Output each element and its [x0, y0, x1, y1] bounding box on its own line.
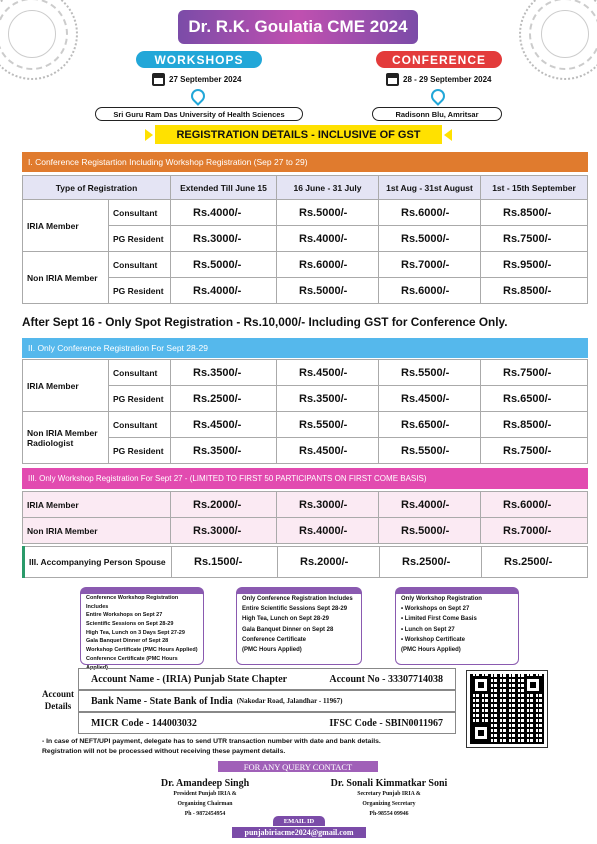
- price: Rs.7000/-: [481, 518, 588, 544]
- price: Rs.4000/-: [379, 492, 481, 518]
- query-contact-label: FOR ANY QUERY CONTACT: [218, 761, 378, 772]
- workshop-date: [152, 73, 242, 86]
- contact-role: President Punjab IRIA &: [173, 791, 237, 797]
- workshop-date-text: 27 September 2024: [169, 75, 242, 84]
- email-label: EMAIL ID: [273, 816, 325, 826]
- page-title: Dr. R.K. Goulatia CME 2024: [178, 10, 418, 44]
- contact-role: Organizing Secretary: [362, 800, 416, 807]
- accompanying-table: [22, 546, 588, 578]
- account-number: Account No - 33307714038: [329, 673, 443, 685]
- account-name: Account Name - (IRIA) Punjab State Chapter: [91, 673, 288, 685]
- box-line: • Limited First Come Basis: [401, 616, 477, 623]
- price: Rs.9500/-: [481, 252, 588, 278]
- row-category: Non IRIA Member Radiologist: [23, 412, 109, 464]
- conference-venue: Radisonn Blu, Amritsar: [372, 107, 502, 121]
- price: Rs.3000/-: [171, 518, 277, 544]
- price: Rs.3500/-: [171, 438, 277, 464]
- ifsc-code: IFSC Code - SBIN0011967: [329, 717, 443, 729]
- row-sub: Consultant: [109, 360, 171, 386]
- price: Rs.3000/-: [277, 492, 379, 518]
- price: Rs.5500/-: [277, 412, 379, 438]
- box-line: (PMC Hours Applied): [401, 646, 461, 653]
- account-row-bank: [78, 690, 456, 712]
- section1-title: I. Conference Registartion Including Workshop Registration (Sep 27 to 29): [22, 152, 588, 172]
- price: Rs.6000/-: [481, 492, 588, 518]
- micr-code: MICR Code - 144003032: [91, 717, 197, 729]
- price: Rs.4000/-: [277, 518, 379, 544]
- contact-secretary: [304, 778, 474, 820]
- location-pin-icon: [188, 86, 208, 106]
- price: Rs.4000/-: [171, 278, 277, 304]
- box-line: Only Workshop Registration: [401, 596, 482, 602]
- row-sub: Consultant: [109, 200, 171, 226]
- price: Rs.8500/-: [481, 412, 588, 438]
- box-line: Conference Certificate: [242, 636, 307, 643]
- price: Rs.2500/-: [171, 386, 277, 412]
- contact-role: Organizing Chairman: [177, 800, 233, 807]
- price: Rs.7000/-: [379, 252, 481, 278]
- bank-name: Bank Name - State Bank of India: [91, 695, 233, 707]
- includes-box-conference-workshop: [80, 589, 204, 671]
- account-row-codes: [78, 712, 456, 734]
- price: Rs.5500/-: [379, 360, 481, 386]
- includes-box-workshop: [395, 589, 519, 665]
- calendar-icon: [152, 73, 165, 86]
- includes-box-conference: [236, 589, 362, 665]
- price: Rs.7500/-: [481, 438, 588, 464]
- price: Rs.1500/-: [172, 547, 278, 578]
- header-col2: 16 June - 31 July: [277, 176, 379, 200]
- section3-title: III. Only Workshop Registration For Sept 27 - (LIMITED TO FIRST 50 PARTICIPANTS ON FIRST COME BASIS): [22, 468, 588, 489]
- contact-phone: Ph-98554 09946: [369, 810, 409, 817]
- mandala-decoration-left: [0, 0, 78, 80]
- row-sub: PG Resident: [109, 386, 171, 412]
- payment-qr-code: [467, 671, 547, 747]
- price: Rs.3500/-: [277, 386, 379, 412]
- workshops-badge: WORKSHOPS: [136, 51, 262, 68]
- mandala-decoration-right: [519, 0, 597, 80]
- price: Rs.4500/-: [171, 412, 277, 438]
- contact-name: Dr. Sonali Kimmatkar Soni: [330, 778, 448, 789]
- box-tab: [236, 587, 362, 594]
- conference-date: [386, 73, 492, 86]
- box-line: • Workshops on Sept 27: [401, 606, 470, 613]
- row-category: IRIA Member: [23, 200, 109, 252]
- box-line: Gala Banquet Dinner of Sept 28: [86, 638, 169, 645]
- header-col4: 1st - 15th September: [481, 176, 588, 200]
- section3-table: [22, 491, 588, 544]
- price: Rs.7500/-: [481, 226, 588, 252]
- row-category: Non IRIA Member: [23, 252, 109, 304]
- box-line: • Lunch on Sept 27: [401, 626, 455, 633]
- header-col3: 1st Aug - 31st August: [379, 176, 481, 200]
- email-address[interactable]: punjabiriacme2024@gmail.com: [232, 827, 366, 838]
- row-category: IRIA Member: [23, 492, 171, 518]
- row-sub: PG Resident: [109, 438, 171, 464]
- header-type: Type of Registration: [23, 176, 171, 200]
- price: Rs.2500/-: [380, 547, 482, 578]
- price: Rs.3000/-: [171, 226, 277, 252]
- box-line: Conference Workshop Registration Includes: [86, 595, 179, 610]
- conference-date-text: 28 - 29 September 2024: [403, 75, 492, 84]
- box-tab: [395, 587, 519, 594]
- price: Rs.6500/-: [379, 412, 481, 438]
- price: Rs.5000/-: [379, 518, 481, 544]
- account-row-name: [78, 668, 456, 690]
- price: Rs.6500/-: [481, 386, 588, 412]
- price: Rs.4000/-: [171, 200, 277, 226]
- location-pin-icon: [428, 86, 448, 106]
- accompanying-label: III. Accompanying Person Spouse: [24, 547, 172, 578]
- price: Rs.8500/-: [481, 278, 588, 304]
- contact-chairman: [140, 778, 270, 820]
- price: Rs.7500/-: [481, 360, 588, 386]
- calendar-icon: [386, 73, 399, 86]
- contact-name: Dr. Amandeep Singh: [160, 778, 250, 789]
- row-category: Non IRIA Member: [23, 518, 171, 544]
- box-line: • Workshop Certificate: [401, 636, 466, 643]
- box-line: Conference Certificate (PMC Hours Applied): [86, 655, 178, 671]
- price: Rs.8500/-: [481, 200, 588, 226]
- box-line: Workshop Certificate (PMC Hours Applied): [86, 647, 198, 654]
- box-line: High Tea, Lunch on 3 Days Sept 27-29: [86, 629, 185, 636]
- bank-branch: (Nakodar Road, Jalandhar - 11967): [236, 697, 343, 705]
- row-sub: PG Resident: [109, 226, 171, 252]
- price: Rs.3500/-: [171, 360, 277, 386]
- box-line: High Tea, Lunch on Sept 28-29: [242, 616, 329, 623]
- section1-table: [22, 175, 588, 304]
- price: Rs.6000/-: [379, 278, 481, 304]
- box-line: Scientific Sessions on Sept 28-29: [86, 621, 174, 628]
- price: Rs.4500/-: [379, 386, 481, 412]
- conference-badge: CONFERENCE: [376, 51, 502, 68]
- price: Rs.5000/-: [277, 278, 379, 304]
- row-sub: Consultant: [109, 252, 171, 278]
- header-col1: Extended Till June 15: [171, 176, 277, 200]
- section2-table: [22, 359, 588, 464]
- price: Rs.5500/-: [379, 438, 481, 464]
- price: Rs.6000/-: [379, 200, 481, 226]
- price: Rs.2500/-: [482, 547, 588, 578]
- price: Rs.2000/-: [278, 547, 380, 578]
- section2-title: II. Only Conference Registration For Sept 28-29: [22, 338, 588, 358]
- price: Rs.5000/-: [171, 252, 277, 278]
- price: Rs.2000/-: [171, 492, 277, 518]
- box-line: Entire Workshops on Sept 27: [86, 612, 163, 619]
- box-line: Entire Scientific Sessions Sept 28-29: [242, 606, 348, 613]
- price: Rs.4500/-: [277, 438, 379, 464]
- price: Rs.4500/-: [277, 360, 379, 386]
- box-tab: [80, 587, 204, 594]
- box-line: (PMC Hours Applied): [242, 646, 302, 653]
- payment-note-2: Registration will not be processed without receiving these payment details.: [42, 748, 286, 755]
- row-sub: Consultant: [109, 412, 171, 438]
- payment-note-1: - In case of NEFT/UPI payment, delegate has to send UTR transaction number with date and bank details.: [42, 738, 381, 745]
- workshop-venue: Sri Guru Ram Das University of Health Sciences: [95, 107, 303, 121]
- row-sub: PG Resident: [109, 278, 171, 304]
- registration-title: REGISTRATION DETAILS - INCLUSIVE OF GST: [155, 125, 442, 144]
- contact-phone: Ph - 9872454954: [184, 810, 226, 817]
- price: Rs.5000/-: [277, 200, 379, 226]
- spot-registration-note: After Sept 16 - Only Spot Registration - Rs.10,000/- Including GST for Conference Only.: [22, 315, 508, 329]
- contact-role: Secretary Punjab IRIA &: [357, 791, 421, 797]
- price: Rs.4000/-: [277, 226, 379, 252]
- price: Rs.5000/-: [379, 226, 481, 252]
- price: Rs.6000/-: [277, 252, 379, 278]
- account-details-label: Account Details: [42, 689, 74, 711]
- row-category: IRIA Member: [23, 360, 109, 412]
- box-line: Only Conference Registration Includes: [242, 596, 353, 602]
- box-line: Gala Banquet Dinner on Sept 28: [242, 626, 334, 633]
